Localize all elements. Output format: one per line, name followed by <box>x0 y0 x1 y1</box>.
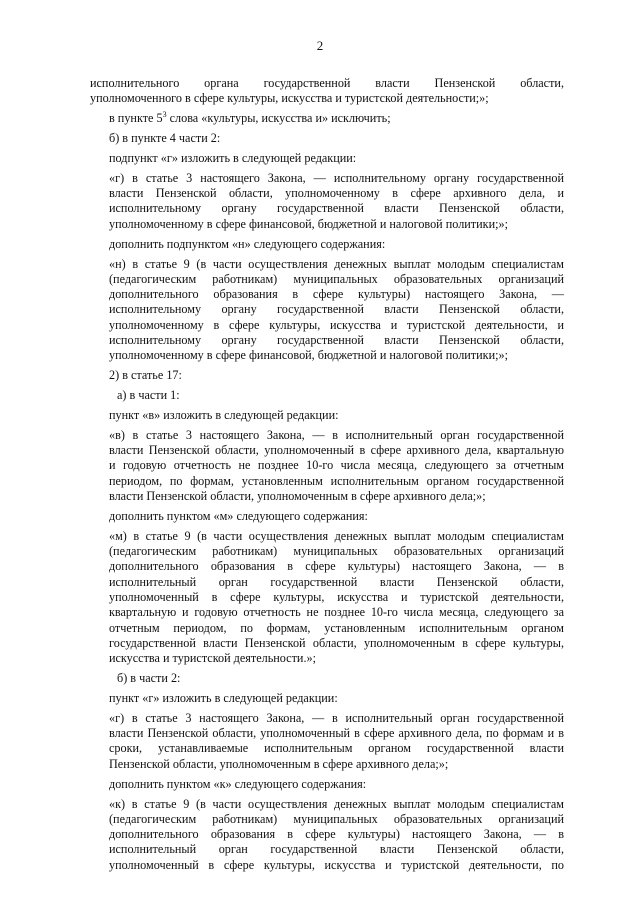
paragraph <box>90 428 564 504</box>
text-line: «к) в статье 9 (в части осуществления денежных выплат молодым специалистам <box>109 796 564 811</box>
text-line: исполнительный орган государственной власти Пензенской области, <box>109 574 564 589</box>
text-line: исполнительному органу государственной власти Пензенской области, <box>109 333 564 348</box>
text-line: и годовую отчетность не позднее 10-го числа месяца, следующего за отчетным <box>109 458 564 473</box>
text-line: уполномоченному в сфере финансовой, бюджетной и налоговой политики;»; <box>109 348 508 363</box>
paragraph <box>90 691 564 706</box>
paragraph <box>90 529 564 667</box>
text-line: «м) в статье 9 (в части осуществления денежных выплат молодым специалистам <box>109 528 564 543</box>
text-line: власти Пензенской области, уполномоченный в сфере архивного дела, квартальную <box>109 443 564 458</box>
text-line: уполномоченному в сфере культуры, искусства и туристской деятельности, и <box>109 317 564 332</box>
paragraph <box>90 408 564 423</box>
paragraph <box>90 509 564 524</box>
text-line <box>90 111 564 126</box>
text-line: пункт «в» изложить в следующей редакции: <box>109 407 339 422</box>
text-line: государственной власти Пензенской области, уполномоченным в сфере культуры, <box>109 635 564 650</box>
text-line: периодом, по формам, установленным исполнительным органом государственной <box>109 473 564 488</box>
text-line: исполнительный орган государственной власти Пензенской области, <box>109 842 564 857</box>
page-number: 2 <box>316 38 324 53</box>
text-line: власти Пензенской области, уполномоченный в сфере архивного дела, по формам и в <box>109 726 564 741</box>
text-line: подпункт «г» изложить в следующей редакции: <box>109 150 357 165</box>
text-fragment: в пункте 5 <box>109 111 163 126</box>
text-line: «в) в статье 3 настоящего Закона, — в исполнительный орган государственной <box>109 427 564 442</box>
text-line: (педагогическим работникам) муниципальных образовательных организаций <box>109 544 564 559</box>
paragraph <box>90 171 564 232</box>
text-line: дополнительного образования в сфере культуры) настоящего Закона, — в <box>109 827 564 842</box>
text-line: власти Пензенской области, уполномоченным в сфере архивного дела;»; <box>109 489 486 504</box>
text-line: дополнительного образования в сфере культуры) настоящего Закона, — <box>109 287 564 302</box>
text-line: (педагогическим работникам) муниципальных образовательных организаций <box>109 271 564 286</box>
paragraph <box>90 368 564 383</box>
text-line: уполномоченный в сфере культуры, искусства и туристской деятельности, по <box>109 857 564 872</box>
text-line: «г) в статье 3 настоящего Закона, — в исполнительный орган государственной <box>109 710 564 725</box>
paragraph <box>90 76 564 107</box>
paragraph <box>90 797 564 873</box>
paragraph <box>90 257 564 364</box>
text-line: сроки, устанавливаемые исполнительным органом государственной власти <box>109 741 564 756</box>
text-line: Пензенской области, уполномоченным в сфере архивного дела;»; <box>109 756 449 771</box>
paragraph <box>90 711 564 772</box>
paragraph <box>90 388 564 403</box>
paragraph <box>90 777 564 792</box>
paragraph <box>90 151 564 166</box>
paragraph <box>90 671 564 686</box>
text-line: уполномоченного в сфере культуры, искусства и туристской деятельности;»; <box>90 91 489 106</box>
text-line: исполнительному органу государственной власти Пензенской области, <box>109 201 564 216</box>
superscript: 3 <box>162 110 167 120</box>
text-line: а) в части 1: <box>117 388 180 403</box>
text-line: (педагогическим работникам) муниципальных образовательных организаций <box>109 811 564 826</box>
text-fragment: слова «культуры, искусства и» исключить; <box>166 111 391 126</box>
text-line: уполномоченный в сфере культуры, искусства и туристской деятельности, <box>109 590 564 605</box>
text-line: «г) в статье 3 настоящего Закона, — исполнительному органу государственной <box>109 170 564 185</box>
text-line: власти Пензенской области, уполномоченному в сфере архивного дела, и <box>109 186 564 201</box>
text-line: дополнить пунктом «к» следующего содержания: <box>109 776 367 791</box>
text-line: квартальную и годовую отчетность не позднее 10-го числа месяца, следующего за <box>109 605 564 620</box>
paragraph <box>90 111 564 126</box>
text-line: б) в пункте 4 части 2: <box>109 131 221 146</box>
text-line: «н) в статье 9 (в части осуществления денежных выплат молодым специалистам <box>109 256 564 271</box>
text-line: дополнительного образования в сфере культуры) настоящего Закона, — в <box>109 559 564 574</box>
text-line: искусства и туристской деятельности.»; <box>109 651 316 666</box>
paragraph <box>90 131 564 146</box>
text-line: уполномоченному в сфере финансовой, бюджетной и налоговой политики;»; <box>109 216 508 231</box>
text-line: дополнить подпунктом «н» следующего содержания: <box>109 236 386 251</box>
text-line: пункт «г» изложить в следующей редакции: <box>109 691 338 705</box>
text-line: дополнить пунктом «м» следующего содержания: <box>109 508 368 523</box>
text-line: исполнительному органу государственной власти Пензенской области, <box>109 302 564 317</box>
text-line: 2) в статье 17: <box>109 368 182 383</box>
text-line: отчетным периодом, по формам, установленным исполнительным органом <box>109 620 564 635</box>
text-line: б) в части 2: <box>117 671 181 686</box>
text-line: исполнительного органа государственной власти Пензенской области, <box>90 76 564 90</box>
paragraph <box>90 237 564 252</box>
document-body <box>90 76 564 878</box>
